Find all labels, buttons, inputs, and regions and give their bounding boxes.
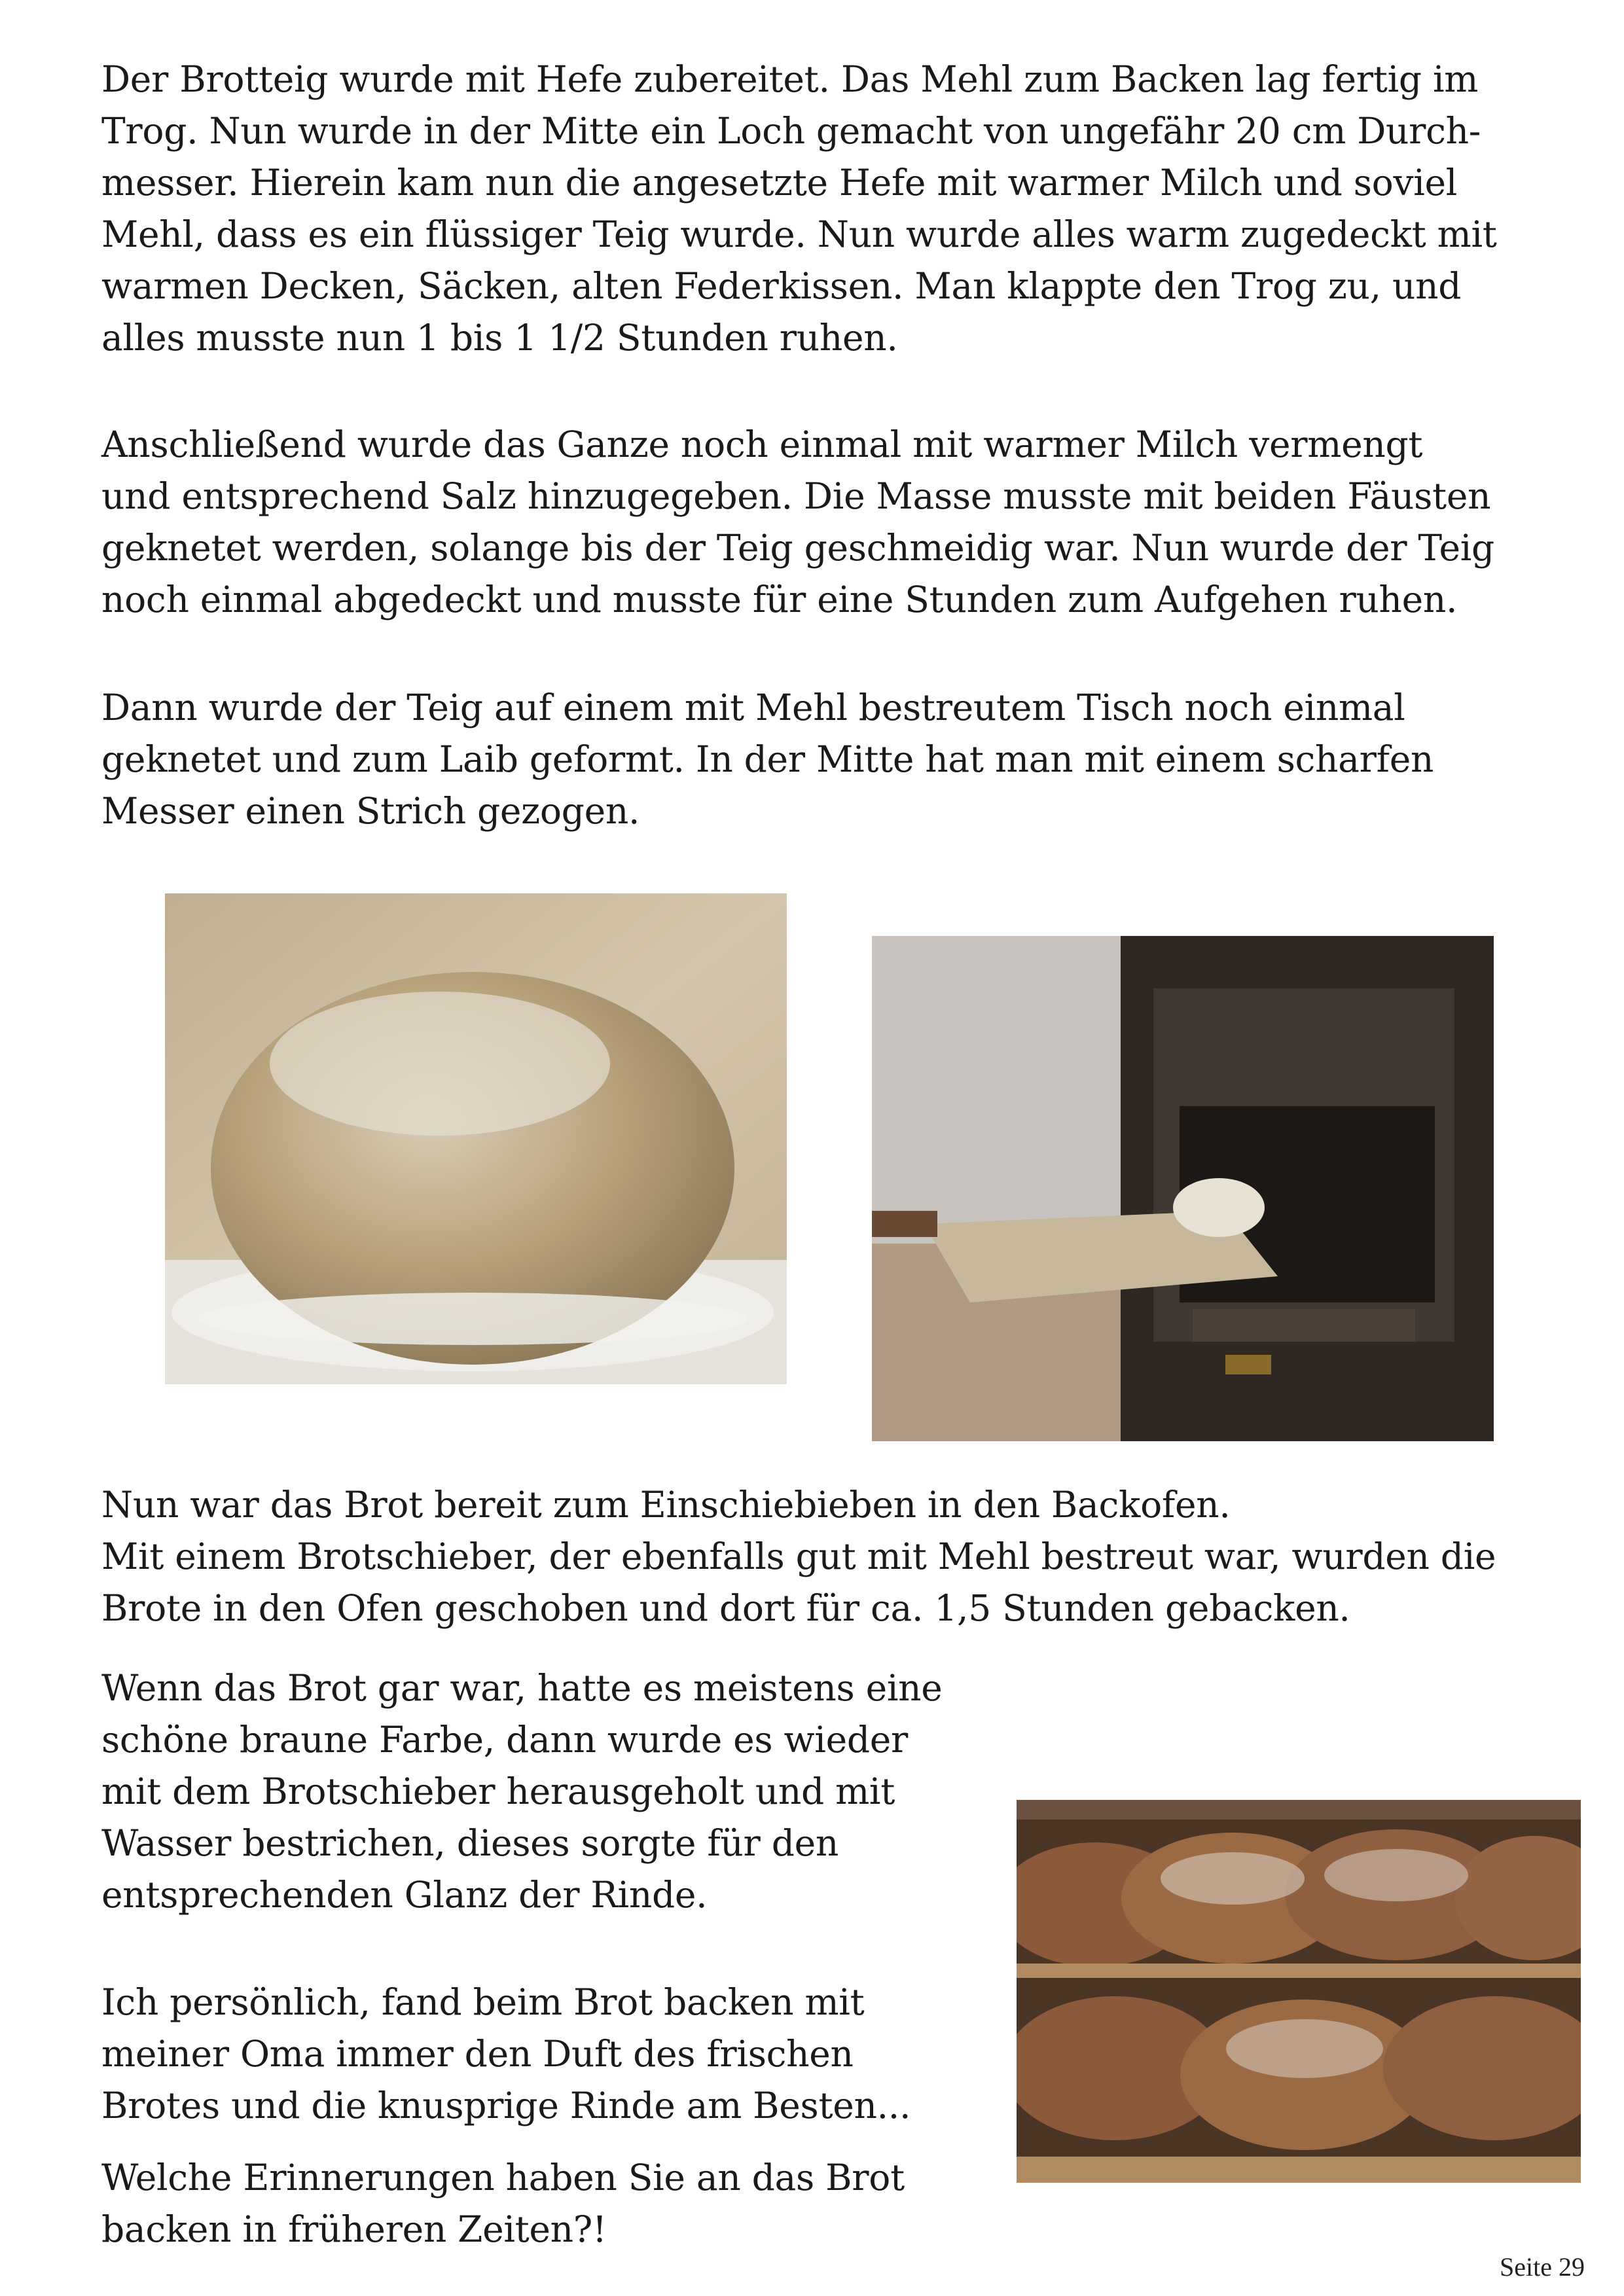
dough-loaf-photo [165, 893, 787, 1384]
paragraph-kneading: Anschließend wurde das Ganze noch einmal mit warmer Milch vermengt und entsprechend Salz hinzugegeben. Die Masse musste mit beiden Fäusten geknetet werden, solange bis der Teig geschmeidig war. Nun wurde der Teig noch einmal abgedeckt und musste für eine Stunden zum Aufgehen ruhen. [101, 423, 1494, 620]
paragraph-dough-preparation: Der Brotteig wurde mit Hefe zubereitet. Das Mehl zum Backen lag fertig im Trog. Nun wurde in der Mitte ein Loch gemacht von ungefähr 20 cm Durch- messer. Hierein kam nun die angesetzte Hefe mit warmer Milch und soviel Mehl, dass es ein flüssiger Teig wurde. Nun wurde alles warm zugedeckt mit warmen Decken, Säcken, alten Federkissen. Man klappte den Trog zu, und alles musste nun 1 bis 1 1/2 Stunden ruhen. [101, 58, 1497, 359]
oven-peel-photo [872, 936, 1494, 1441]
page-number: Seite 29 [1500, 2252, 1585, 2282]
paragraph-shaping: Dann wurde der Teig auf einem mit Mehl bestreutem Tisch noch einmal geknetet und zum Laib geformt. In der Mitte hat man mit einem scharfen Messer einen Strich gezogen. [101, 687, 1434, 832]
paragraph-glaze: Wenn das Brot gar war, hatte es meistens eine schöne braune Farbe, dann wurde es wieder mit dem Brotschieber herausgeholt und mit Wasser bestrichen, dieses sorgte für den entsprechenden Glanz der Rinde. [101, 1667, 943, 1916]
paragraph-oven: Nun war das Brot bereit zum Einschiebieben in den Backofen. Mit einem Brotschieber, der ebenfalls gut mit Mehl bestreut war, wurden die Brote in den Ofen geschoben und dort für ca. 1,5 Stunden gebacken. [101, 1484, 1496, 1629]
paragraph-question: Welche Erinnerungen haben Sie an das Brot backen in früheren Zeiten?! [101, 2157, 905, 2250]
baked-loaves-photo [1017, 1800, 1581, 2183]
paragraph-memory: Ich persönlich, fand beim Brot backen mit meiner Oma immer den Duft des frischen Brotes und die knusprige Rinde am Besten... [101, 1981, 911, 2126]
